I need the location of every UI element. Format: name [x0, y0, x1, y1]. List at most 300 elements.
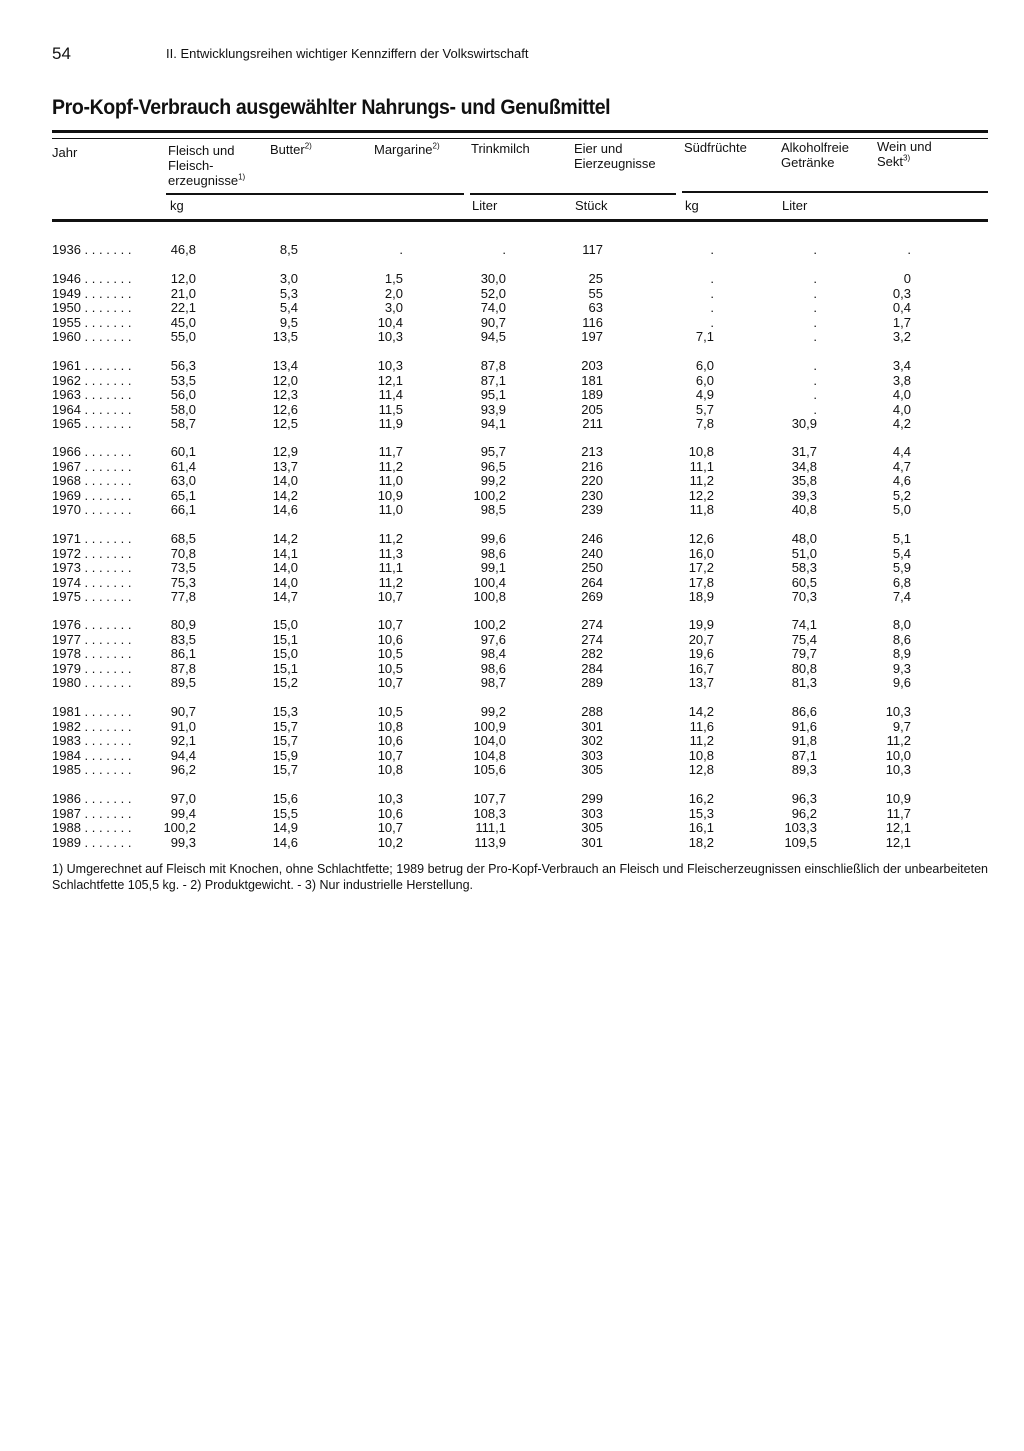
cell-eier: 301 — [581, 718, 603, 734]
cell-fleisch: 22,1 — [170, 300, 196, 315]
title-rule — [52, 130, 988, 133]
cell-butter: 15,5 — [272, 805, 298, 821]
cell-alkoholfreie: . — [813, 300, 817, 315]
unit-kg: kg — [170, 198, 184, 213]
cell-eier: 303 — [581, 747, 603, 763]
cell-trinkmilch: 100,8 — [473, 589, 506, 604]
cell-margarine: 11,5 — [378, 401, 403, 417]
cell-fleisch: 68,5 — [170, 531, 196, 546]
cell-wein: 7,4 — [892, 589, 911, 604]
cell-butter: 13,4 — [272, 358, 298, 373]
cell-suedfruechte: 11,2 — [689, 473, 714, 488]
cell-butter: 14,9 — [272, 820, 298, 835]
unit-kg-suedfruechte: kg — [685, 198, 699, 213]
cell-butter: 15,6 — [272, 791, 298, 806]
cell-trinkmilch: 113,9 — [474, 834, 506, 850]
cell-eier: 216 — [581, 458, 603, 474]
cell-eier: 289 — [581, 675, 603, 690]
cell-suedfruechte: . — [710, 242, 714, 257]
cell-margarine: 12,1 — [377, 372, 403, 388]
cell-trinkmilch: 98,4 — [480, 646, 506, 661]
cell-margarine: 11,3 — [378, 545, 403, 561]
cell-suedfruechte: 15,3 — [688, 805, 714, 821]
cell-alkoholfreie: 89,3 — [791, 762, 817, 777]
cell-wein: 4,2 — [892, 416, 911, 431]
row-year: 1949 . . . . . . . — [52, 285, 132, 301]
row-year: 1964 . . . . . . . — [52, 401, 132, 417]
cell-margarine: 11,9 — [378, 416, 403, 431]
cell-margarine: 10,5 — [377, 704, 403, 719]
row-year: 1981 . . . . . . . — [52, 704, 132, 719]
cell-eier: 240 — [581, 545, 603, 561]
cell-trinkmilch: 104,0 — [473, 733, 506, 748]
cell-margarine: 11,2 — [378, 531, 403, 546]
cell-butter: 15,7 — [272, 733, 298, 748]
cell-wein: 4,4 — [892, 444, 911, 459]
cell-fleisch: 60,1 — [170, 444, 196, 459]
cell-suedfruechte: 19,9 — [688, 617, 714, 632]
cell-wein: 1,7 — [892, 314, 911, 330]
cell-eier: 205 — [581, 401, 603, 417]
cell-wein: 6,8 — [892, 574, 911, 590]
cell-eier: 116 — [582, 314, 603, 330]
cell-alkoholfreie: . — [813, 401, 817, 417]
cell-eier: 246 — [581, 531, 603, 546]
cell-trinkmilch: 98,7 — [480, 675, 506, 690]
cell-suedfruechte: 16,0 — [688, 545, 714, 561]
cell-alkoholfreie: . — [813, 242, 817, 257]
unit-liter-getraenke: Liter — [782, 198, 808, 213]
cell-fleisch: 94,4 — [170, 747, 196, 763]
row-year: 1970 . . . . . . . — [52, 502, 132, 517]
cell-suedfruechte: 12,2 — [688, 487, 714, 503]
cell-alkoholfreie: 31,7 — [791, 444, 817, 459]
cell-eier: 203 — [581, 358, 603, 373]
cell-trinkmilch: 98,5 — [480, 502, 506, 517]
cell-fleisch: 99,3 — [170, 834, 196, 850]
cell-eier: 288 — [581, 704, 603, 719]
cell-eier: 282 — [581, 646, 603, 661]
cell-alkoholfreie: 30,9 — [791, 416, 817, 431]
cell-butter: 14,0 — [272, 473, 298, 488]
cell-butter: 14,1 — [272, 545, 298, 561]
cell-eier: 299 — [581, 791, 603, 806]
col-header-jahr — [52, 145, 77, 160]
cell-suedfruechte: 20,7 — [688, 631, 714, 647]
cell-margarine: 11,0 — [378, 473, 403, 488]
row-year: 1975 . . . . . . . — [52, 589, 132, 604]
row-year: 1966 . . . . . . . — [52, 444, 132, 459]
cell-fleisch: 61,4 — [170, 458, 196, 474]
cell-suedfruechte: 11,6 — [689, 718, 714, 734]
cell-fleisch: 58,7 — [170, 416, 196, 431]
cell-margarine: 10,3 — [377, 791, 403, 806]
row-year: 1965 . . . . . . . — [52, 416, 132, 431]
row-year: 1988 . . . . . . . — [52, 820, 132, 835]
cell-suedfruechte: 16,1 — [688, 820, 714, 835]
table-title: Pro-Kopf-Verbrauch ausgewählter Nahrungs- und Genußmittel — [52, 96, 611, 119]
cell-wein: 5,1 — [892, 531, 911, 546]
footnote-ref: 2) — [432, 141, 440, 151]
cell-margarine: 10,6 — [377, 733, 403, 748]
cell-eier: 264 — [581, 574, 603, 590]
cell-suedfruechte: 13,7 — [688, 675, 714, 690]
cell-eier: 274 — [581, 617, 603, 632]
cell-butter: 5,4 — [279, 300, 298, 315]
footnote: 1) Umgerechnet auf Fleisch mit Knochen, ohne Schlachtfette; 1989 betrug der Pro-Kopf-Verbrauch an Fleisch und Fleischerzeugnissen einschließlich der unbearbeiteten Schlachtfette 105,5 kg. - 2) Produktgewicht. - 3) Nur industrielle Herstellung. — [52, 862, 988, 892]
cell-wein: . — [907, 242, 911, 257]
cell-trinkmilch: 98,6 — [480, 660, 506, 676]
cell-trinkmilch: 100,9 — [473, 718, 506, 734]
cell-margarine: 10,8 — [377, 762, 403, 777]
cell-fleisch: 46,8 — [170, 242, 196, 257]
cell-eier: 211 — [582, 416, 603, 431]
cell-margarine: 11,2 — [378, 458, 403, 474]
cell-wein: 0,3 — [892, 285, 911, 301]
cell-margarine: 10,7 — [377, 675, 403, 690]
footnote-ref: 3) — [903, 153, 911, 163]
cell-wein: 0 — [903, 271, 911, 286]
cell-fleisch: 73,5 — [170, 560, 196, 575]
cell-trinkmilch: 97,6 — [480, 631, 506, 647]
cell-trinkmilch: 99,6 — [480, 531, 506, 546]
cell-suedfruechte: 18,2 — [688, 834, 714, 850]
cell-eier: 63 — [588, 300, 603, 315]
row-year: 1982 . . . . . . . — [52, 718, 132, 734]
cell-butter: 14,6 — [272, 834, 298, 850]
cell-wein: 4,0 — [892, 387, 911, 402]
cell-suedfruechte: . — [710, 314, 714, 330]
cell-alkoholfreie: 48,0 — [791, 531, 817, 546]
cell-trinkmilch: 100,2 — [473, 617, 506, 632]
cell-trinkmilch: 104,8 — [473, 747, 506, 763]
cell-eier: 303 — [581, 805, 603, 821]
cell-alkoholfreie: 79,7 — [791, 646, 817, 661]
row-year: 1980 . . . . . . . — [52, 675, 132, 690]
cell-alkoholfreie: 39,3 — [791, 487, 817, 503]
row-year: 1977 . . . . . . . — [52, 631, 132, 647]
cell-trinkmilch: 95,1 — [480, 387, 506, 402]
cell-fleisch: 55,0 — [170, 329, 196, 344]
row-year: 1972 . . . . . . . — [52, 545, 132, 561]
cell-fleisch: 90,7 — [170, 704, 196, 719]
cell-margarine: 1,5 — [384, 271, 403, 286]
header-rule-bottom — [52, 219, 988, 222]
cell-margarine: 2,0 — [384, 285, 403, 301]
cell-butter: 5,3 — [279, 285, 298, 301]
cell-margarine: 3,0 — [384, 300, 403, 315]
cell-alkoholfreie: 70,3 — [791, 589, 817, 604]
cell-fleisch: 96,2 — [170, 762, 196, 777]
row-year: 1986 . . . . . . . — [52, 791, 132, 806]
cell-margarine: 10,5 — [377, 646, 403, 661]
cell-suedfruechte: 5,7 — [695, 401, 714, 417]
col-header-wein — [877, 139, 955, 169]
row-year: 1984 . . . . . . . — [52, 747, 132, 763]
cell-fleisch: 58,0 — [170, 401, 196, 417]
cell-eier: 269 — [581, 589, 603, 604]
cell-eier: 302 — [581, 733, 603, 748]
cell-suedfruechte: 17,2 — [688, 560, 714, 575]
cell-alkoholfreie: 80,8 — [791, 660, 817, 676]
cell-wein: 10,3 — [885, 704, 911, 719]
cell-fleisch: 99,4 — [170, 805, 196, 821]
cell-trinkmilch: 100,4 — [473, 574, 506, 590]
cell-butter: 12,0 — [272, 372, 298, 388]
cell-butter: 9,5 — [279, 314, 298, 330]
cell-trinkmilch: 93,9 — [480, 401, 506, 417]
row-year: 1985 . . . . . . . — [52, 762, 132, 777]
col-header-alkoholfreie — [781, 140, 867, 170]
cell-wein: 8,9 — [892, 646, 911, 661]
cell-butter: 15,7 — [272, 718, 298, 734]
cell-alkoholfreie: 81,3 — [791, 675, 817, 690]
cell-fleisch: 12,0 — [170, 271, 196, 286]
cell-butter: 12,6 — [272, 401, 298, 417]
cell-trinkmilch: 111,1 — [475, 820, 506, 835]
cell-butter: 8,5 — [279, 242, 298, 257]
cell-suedfruechte: . — [710, 285, 714, 301]
cell-margarine: 10,3 — [377, 329, 403, 344]
cell-wein: 4,6 — [892, 473, 911, 488]
cell-butter: 15,3 — [272, 704, 298, 719]
cell-trinkmilch: 95,7 — [480, 444, 506, 459]
row-year: 1962 . . . . . . . — [52, 372, 132, 388]
running-title: II. Entwicklungsreihen wichtiger Kennziffern der Volkswirtschaft — [166, 46, 529, 61]
cell-suedfruechte: 11,8 — [689, 502, 714, 517]
footnote-ref: 2) — [304, 141, 312, 151]
cell-fleisch: 77,8 — [170, 589, 196, 604]
row-year: 1976 . . . . . . . — [52, 617, 132, 632]
cell-alkoholfreie: 91,8 — [791, 733, 817, 748]
cell-fleisch: 87,8 — [170, 660, 196, 676]
row-year: 1963 . . . . . . . — [52, 387, 132, 402]
cell-margarine: 11,0 — [378, 502, 403, 517]
cell-suedfruechte: 7,8 — [695, 416, 714, 431]
cell-wein: 8,6 — [892, 631, 911, 647]
cell-butter: 15,1 — [272, 660, 298, 676]
cell-alkoholfreie: . — [813, 285, 817, 301]
cell-suedfruechte: 18,9 — [688, 589, 714, 604]
cell-butter: 15,0 — [272, 646, 298, 661]
cell-trinkmilch: 98,6 — [480, 545, 506, 561]
cell-butter: 14,6 — [272, 502, 298, 517]
cell-butter: 12,9 — [272, 444, 298, 459]
cell-fleisch: 91,0 — [170, 718, 196, 734]
cell-wein: 10,3 — [885, 762, 911, 777]
cell-fleisch: 70,8 — [170, 545, 196, 561]
cell-margarine: 11,4 — [378, 387, 403, 402]
cell-fleisch: 100,2 — [163, 820, 196, 835]
cell-suedfruechte: 17,8 — [688, 574, 714, 590]
cell-butter: 12,3 — [272, 387, 298, 402]
cell-butter: 13,7 — [272, 458, 298, 474]
cell-margarine: 10,7 — [377, 617, 403, 632]
cell-suedfruechte: . — [710, 300, 714, 315]
cell-fleisch: 89,5 — [170, 675, 196, 690]
col-header-label: Wein und Sekt — [877, 139, 932, 169]
cell-trinkmilch: 99,1 — [480, 560, 506, 575]
cell-alkoholfreie: 91,6 — [791, 718, 817, 734]
cell-alkoholfreie: 109,5 — [784, 834, 817, 850]
cell-wein: 9,7 — [892, 718, 911, 734]
col-header-butter — [270, 142, 312, 157]
cell-butter: 13,5 — [272, 329, 298, 344]
col-header-label: Alkoholfreie Getränke — [781, 140, 849, 170]
row-year: 1936 . . . . . . . — [52, 242, 132, 257]
cell-alkoholfreie: 35,8 — [791, 473, 817, 488]
row-year: 1978 . . . . . . . — [52, 646, 132, 661]
cell-wein: 10,0 — [885, 747, 911, 763]
cell-alkoholfreie: . — [813, 271, 817, 286]
cell-fleisch: 97,0 — [170, 791, 196, 806]
cell-margarine: 10,3 — [377, 358, 403, 373]
cell-eier: 220 — [581, 473, 603, 488]
row-year: 1950 . . . . . . . — [52, 300, 132, 315]
cell-eier: 55 — [588, 285, 603, 301]
cell-alkoholfreie: 96,3 — [791, 791, 817, 806]
row-year: 1969 . . . . . . . — [52, 487, 132, 503]
cell-wein: 11,2 — [886, 733, 911, 748]
cell-margarine: 11,2 — [378, 574, 403, 590]
row-year: 1983 . . . . . . . — [52, 733, 132, 748]
col-header-label: Butter — [270, 142, 305, 157]
cell-trinkmilch: 52,0 — [480, 285, 506, 301]
cell-trinkmilch: 100,2 — [473, 487, 506, 503]
cell-alkoholfreie: 74,1 — [791, 617, 817, 632]
cell-eier: 250 — [581, 560, 603, 575]
cell-fleisch: 92,1 — [170, 733, 196, 748]
unit-liter: Liter — [472, 198, 498, 213]
cell-suedfruechte: 10,8 — [688, 444, 714, 459]
cell-wein: 4,7 — [892, 458, 911, 474]
cell-eier: 197 — [581, 329, 603, 344]
cell-wein: 8,0 — [892, 617, 911, 632]
unit-stueck: Stück — [575, 198, 608, 213]
cell-alkoholfreie: 58,3 — [791, 560, 817, 575]
col-header-margarine — [374, 142, 440, 157]
cell-fleisch: 63,0 — [170, 473, 196, 488]
cell-trinkmilch: 105,6 — [473, 762, 506, 777]
cell-suedfruechte: 16,2 — [688, 791, 714, 806]
row-year: 1974 . . . . . . . — [52, 574, 132, 590]
unit-rule-left — [166, 193, 464, 195]
cell-trinkmilch: 87,1 — [480, 372, 506, 388]
cell-trinkmilch: 30,0 — [480, 271, 506, 286]
cell-margarine: 10,5 — [377, 660, 403, 676]
row-year: 1946 . . . . . . . — [52, 271, 132, 286]
cell-suedfruechte: 10,8 — [688, 747, 714, 763]
cell-alkoholfreie: . — [813, 387, 817, 402]
cell-eier: 305 — [581, 762, 603, 777]
cell-fleisch: 66,1 — [170, 502, 196, 517]
cell-alkoholfreie: 87,1 — [791, 747, 817, 763]
cell-suedfruechte: 4,9 — [695, 387, 714, 402]
cell-trinkmilch: 99,2 — [480, 704, 506, 719]
cell-suedfruechte: 11,1 — [689, 458, 714, 474]
cell-suedfruechte: 14,2 — [688, 704, 714, 719]
row-year: 1971 . . . . . . . — [52, 531, 132, 546]
cell-alkoholfreie: 96,2 — [791, 805, 817, 821]
cell-trinkmilch: 96,5 — [480, 458, 506, 474]
col-header-label: Trinkmilch — [471, 141, 530, 156]
cell-suedfruechte: 11,2 — [689, 733, 714, 748]
cell-wein: 4,0 — [892, 401, 911, 417]
cell-margarine: 10,2 — [377, 834, 403, 850]
cell-suedfruechte: 19,6 — [688, 646, 714, 661]
cell-alkoholfreie: 86,6 — [791, 704, 817, 719]
cell-butter: 15,1 — [272, 631, 298, 647]
cell-eier: 274 — [581, 631, 603, 647]
cell-trinkmilch: 90,7 — [480, 314, 506, 330]
row-year: 1960 . . . . . . . — [52, 329, 132, 344]
cell-fleisch: 80,9 — [170, 617, 196, 632]
col-header-label: Jahr — [52, 145, 78, 160]
cell-fleisch: 56,3 — [170, 358, 196, 373]
cell-margarine: 10,6 — [377, 631, 403, 647]
cell-fleisch: 86,1 — [170, 646, 196, 661]
cell-eier: 230 — [581, 487, 603, 503]
header-rule-top — [52, 138, 988, 139]
cell-margarine: 11,7 — [378, 444, 403, 459]
cell-alkoholfreie: 103,3 — [784, 820, 817, 835]
row-year: 1955 . . . . . . . — [52, 314, 132, 330]
col-header-eier — [574, 141, 674, 171]
cell-eier: 305 — [581, 820, 603, 835]
cell-fleisch: 53,5 — [170, 372, 196, 388]
cell-butter: 3,0 — [279, 271, 298, 286]
unit-rule-middle — [470, 193, 676, 195]
cell-fleisch: 21,0 — [170, 285, 196, 301]
cell-butter: 12,5 — [272, 416, 298, 431]
col-header-trinkmilch — [471, 141, 530, 156]
cell-margarine: 10,6 — [377, 805, 403, 821]
cell-trinkmilch: 99,2 — [480, 473, 506, 488]
cell-alkoholfreie: . — [813, 358, 817, 373]
cell-wein: 12,1 — [885, 834, 911, 850]
cell-wein: 0,4 — [892, 300, 911, 315]
cell-alkoholfreie: 75,4 — [791, 631, 817, 647]
cell-wein: 5,4 — [892, 545, 911, 561]
cell-fleisch: 65,1 — [170, 487, 196, 503]
cell-eier: 25 — [588, 271, 603, 286]
cell-eier: 301 — [581, 834, 603, 850]
cell-trinkmilch: 94,1 — [480, 416, 506, 431]
cell-wein: 3,2 — [892, 329, 911, 344]
cell-margarine: 10,9 — [377, 487, 403, 503]
cell-suedfruechte: 12,6 — [688, 531, 714, 546]
cell-alkoholfreie: . — [813, 372, 817, 388]
cell-butter: 14,2 — [272, 487, 298, 503]
cell-trinkmilch: 108,3 — [473, 805, 506, 821]
cell-trinkmilch: 74,0 — [480, 300, 506, 315]
col-header-suedfruechte — [684, 140, 747, 155]
col-header-label: Eier und Eierzeugnisse — [574, 141, 656, 171]
cell-suedfruechte: 16,7 — [688, 660, 714, 676]
cell-margarine: 10,4 — [377, 314, 403, 330]
footnote-ref: 1) — [238, 172, 246, 182]
cell-wein: 5,9 — [892, 560, 911, 575]
cell-alkoholfreie: . — [813, 314, 817, 330]
unit-rule-right — [682, 191, 988, 193]
row-year: 1973 . . . . . . . — [52, 560, 132, 575]
cell-margarine: 11,1 — [378, 560, 403, 575]
cell-wein: 5,0 — [892, 502, 911, 517]
cell-wein: 3,4 — [892, 358, 911, 373]
cell-eier: 189 — [581, 387, 603, 402]
cell-wein: 10,9 — [885, 791, 911, 806]
row-year: 1967 . . . . . . . — [52, 458, 132, 474]
